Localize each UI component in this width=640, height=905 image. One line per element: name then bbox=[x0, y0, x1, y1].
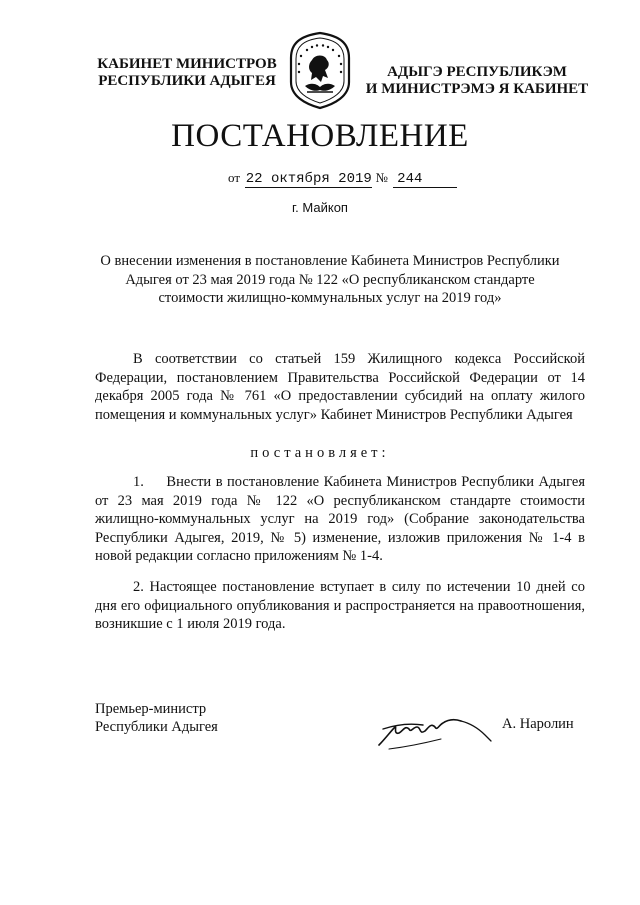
header-left-line1: КАБИНЕТ МИНИСТРОВ bbox=[97, 56, 277, 72]
clause-2-paragraph: 2. Настоящее постановление вступает в силу по истечении 10 дней со дня его официального опубликования и распространяется на правоотношения, возникшие с 1 июля 2019 года. bbox=[95, 579, 585, 632]
header-right bbox=[362, 64, 592, 98]
header-left bbox=[92, 56, 282, 90]
header-right-line1: АДЫГЭ РЕСПУБЛИКЭМ bbox=[387, 64, 567, 80]
signatory-position-line2: Республики Адыгея bbox=[95, 719, 218, 735]
subject-heading: О внесении изменения в постановление Кабинета Министров Республики Адыгея от 23 мая 2019 года № 122 «О республиканском стандарте стоимости жилищно-коммунальных услуг на 2019 год» bbox=[100, 253, 560, 306]
clause-1-paragraph: 1. Внести в постановление Кабинета Министров Республики Адыгея от 23 мая 2019 года № 122 «О республиканском стандарте стоимости жилищно-коммунальных услуг на 2019 год» (Собрание законодательства Республики Адыгея, 2019, № 5) изменение, изложив приложения № 1-4 в новой редакции согласно приложениям № 1-4. bbox=[95, 474, 589, 564]
date-from-label: от bbox=[228, 170, 241, 185]
coat-of-arms-icon bbox=[285, 30, 355, 110]
number-label: № bbox=[375, 170, 388, 185]
city: г. Майкоп bbox=[292, 200, 348, 215]
signatory-position-line1: Премьер-министр bbox=[95, 701, 207, 717]
resolves-heading: постановляет: bbox=[250, 445, 390, 461]
header-left-line2: РЕСПУБЛИКИ АДЫГЕЯ bbox=[98, 73, 276, 89]
handwritten-signature-icon bbox=[375, 705, 495, 755]
preamble-paragraph: В соответствии со статьей 159 Жилищного кодекса Российской Федерации, постановлением Правительства Российской Федерации от 14 декабря 2005 года № 761 «О предоставлении субсидий на оплату жилого помещения и коммунальных услуг» Кабинет Министров Республики Адыгея bbox=[95, 351, 585, 423]
date-number-line bbox=[228, 170, 457, 188]
header-right-line2: И МИНИСТРЭМЭ Я КАБИНЕТ bbox=[365, 81, 589, 97]
document-title: ПОСТАНОВЛЕНИЕ bbox=[171, 118, 469, 154]
document-date: 22 октября 2019 bbox=[245, 171, 372, 187]
signatory-name: А. Наролин bbox=[502, 716, 574, 732]
signatory-position bbox=[95, 700, 218, 736]
document-number: 244 bbox=[393, 171, 457, 188]
